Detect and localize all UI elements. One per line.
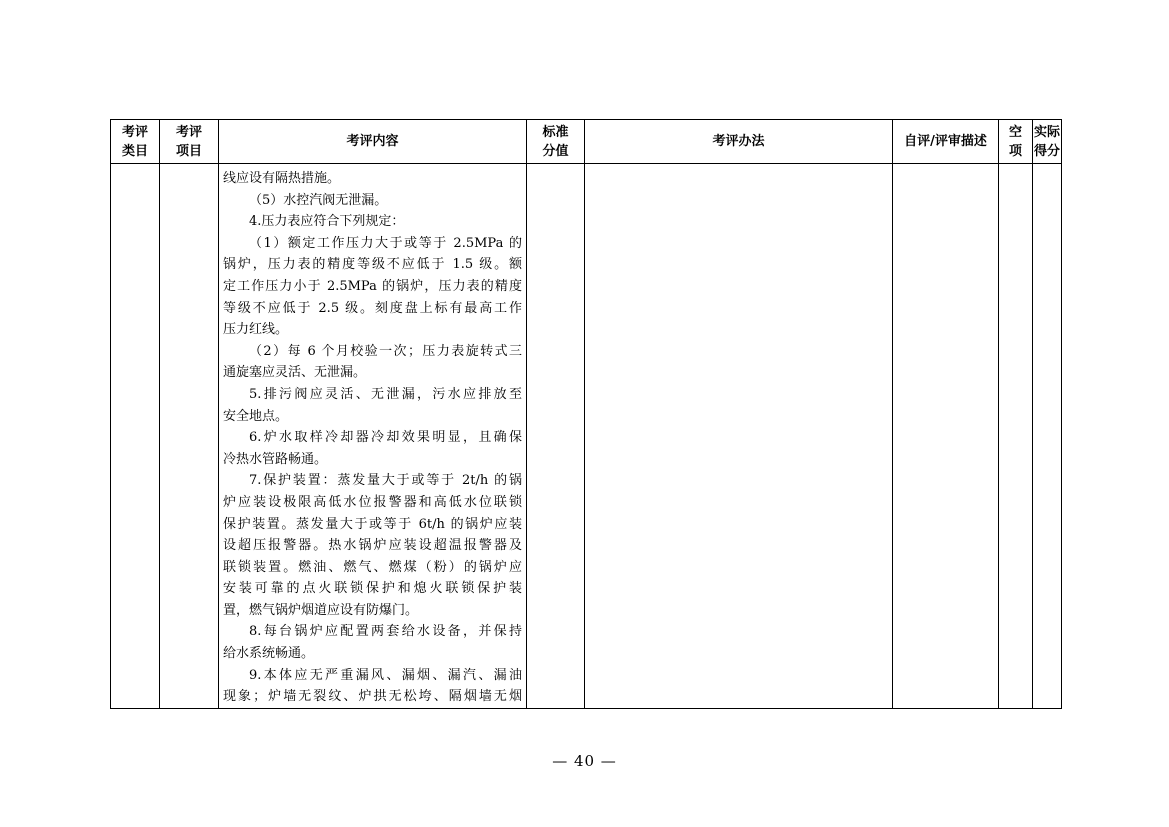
empty-item-cell (999, 164, 1033, 709)
content-line: 6.炉水取样冷却器冷却效果明显，且确保 (249, 430, 522, 446)
table-header-row (111, 120, 1062, 164)
content-line: 4.压力表应符合下列规定： (249, 214, 405, 230)
header-standard-score (527, 120, 585, 164)
evaluation-table (110, 119, 1062, 709)
content-line: 7.保护装置：蒸发量大于或等于 2t/h 的锅 (249, 473, 522, 489)
content-line: 5.排污阀应灵活、无泄漏，污水应排放至 (249, 386, 522, 402)
content-line: 等级不应低于 2.5 级。刻度盘上标有最高工作 (223, 300, 522, 316)
content-line: 给水系统畅通。 (223, 646, 315, 662)
content-line: 联锁装置。燃油、燃气、燃煤（粉）的锅炉应 (223, 559, 522, 575)
content-line: 9.本体应无严重漏风、漏烟、漏汽、漏油 (249, 667, 522, 683)
category-cell (111, 164, 160, 709)
item-cell (160, 164, 219, 709)
content-line: 设超压报警器。热水锅炉应装设超温报警器及 (223, 538, 522, 554)
content-line: 定工作压力小于 2.5MPa 的锅炉，压力表的精度 (223, 278, 522, 294)
content-line: 安全地点。 (223, 408, 289, 424)
content-line: 压力红线。 (223, 322, 289, 338)
content-cell (219, 164, 527, 709)
actual-score-cell (1033, 164, 1062, 709)
page-number: — 40 — (552, 752, 617, 770)
content-line: 冷热水管路畅通。 (223, 451, 328, 467)
content-line: （2）每 6 个月校验一次；压力表旋转式三 (249, 343, 522, 359)
content-line: 炉应装设极限高低水位报警器和高低水位联锁 (223, 494, 522, 510)
self-review-cell (893, 164, 999, 709)
header-actual-score (1033, 120, 1062, 164)
standard-score-cell (527, 164, 585, 709)
method-cell (585, 164, 893, 709)
header-method-label: 考评办法 (712, 134, 765, 149)
content-line: 保护装置。蒸发量大于或等于 6t/h 的锅炉应装 (223, 516, 522, 532)
header-content-label: 考评内容 (346, 134, 399, 149)
header-category-label: 考评 类目 (121, 124, 148, 159)
content-line: （5）水控汽阀无泄漏。 (249, 192, 388, 208)
header-standard-score-label: 标准 分值 (542, 124, 569, 159)
content-line: （1）额定工作压力大于或等于 2.5MPa 的 (249, 235, 522, 251)
content-line: 8.每台锅炉应配置两套给水设备，并保持 (249, 624, 522, 640)
header-self-review-label: 自评/评审描述 (904, 134, 987, 149)
header-self-review (893, 120, 999, 164)
header-item-label: 考评 项目 (175, 124, 202, 159)
content-line: 置，燃气锅炉烟道应设有防爆门。 (223, 602, 419, 618)
content-text (219, 164, 526, 708)
content-line: 通旋塞应灵活、无泄漏。 (223, 365, 367, 381)
header-empty-item (999, 120, 1033, 164)
table-row (111, 164, 1062, 709)
content-line: 锅炉，压力表的精度等级不应低于 1.5 级。额 (223, 257, 522, 273)
content-line: 现象；炉墙无裂纹、炉拱无松垮、隔烟墙无烟 (223, 689, 522, 705)
header-actual-score-label: 实际 得分 (1033, 124, 1060, 159)
header-item (160, 120, 219, 164)
header-category (111, 120, 160, 164)
header-content (219, 120, 527, 164)
header-method (585, 120, 893, 164)
content-line: 安装可靠的点火联锁保护和熄火联锁保护装 (223, 581, 522, 597)
header-empty-item-label: 空 项 (1008, 124, 1022, 159)
content-line: 线应设有隔热措施。 (223, 171, 341, 186)
